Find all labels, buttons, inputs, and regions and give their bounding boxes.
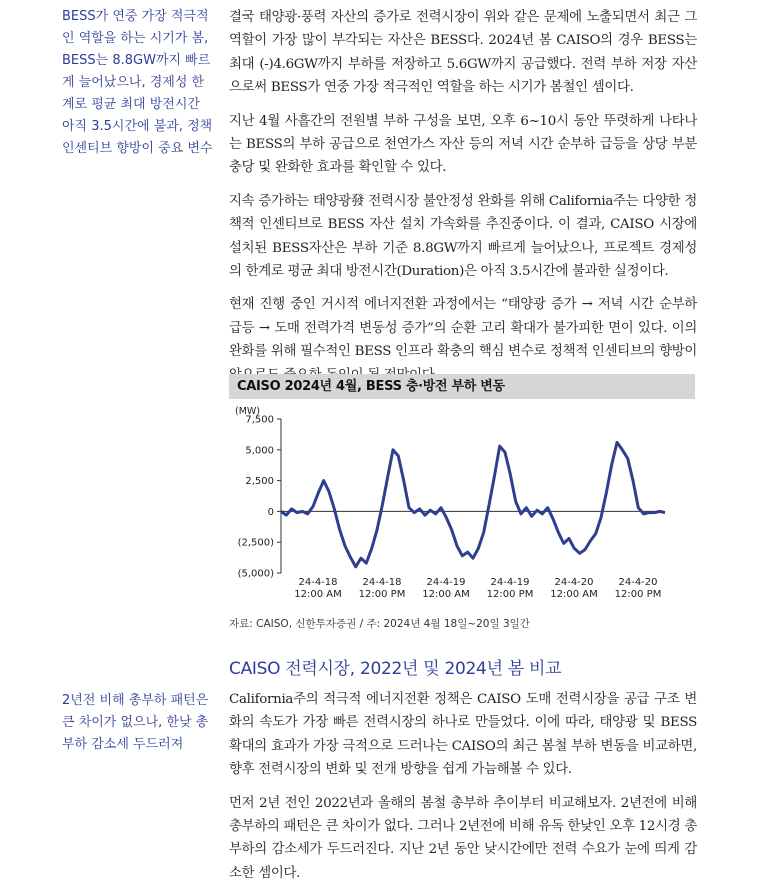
body-text-bottom <box>229 688 697 895</box>
paragraph: 현재 진행 중인 거시적 에너지전환 과정에서는 “태양광 증가 → 저녁 시간 순부하 급등 → 도매 전력가격 변동성 증가”의 순환 고리 확대가 불가피한 면이 있다. 이의 완화를 위해 필수적인 BESS 인프라 확충의 핵심 변수로 정책적 인센티브의 향방이 <box>229 297 697 360</box>
x-tick-label-date: 24-4-19 <box>490 577 530 588</box>
y-tick-label: 0 <box>267 506 274 518</box>
sidenote-load-pattern: 2년전 비해 총부하 패턴은 큰 차이가 없으나, 한낮 총부하 감소세 두드러져 <box>62 693 209 752</box>
x-tick-label-time: 12:00 AM <box>422 589 470 600</box>
x-tick-label-time: 12:00 PM <box>358 589 406 600</box>
x-tick-label-date: 24-4-20 <box>618 577 658 588</box>
y-tick-label: (5,000) <box>237 568 274 580</box>
x-tick-label-time: 12:00 PM <box>486 589 534 600</box>
chart-source: 자료: CAISO, 신한투자증권 / 주: 2024년 4월 18일~20일 3일간 <box>229 618 530 630</box>
bess-line-chart <box>229 399 695 609</box>
x-tick-label-date: 24-4-18 <box>362 577 402 588</box>
y-tick-label: 2,500 <box>245 476 274 488</box>
paragraph: California주의 적극적 에너지전환 정책은 CAISO 도매 전력시장을 공급 구조 변화의 속도가 가장 빠른 전력시장의 하나로 만들었다. 이에 따라, 태양광 및 BESS 확대의 효과가 가장 극적으로 드러나는 CAISO의 최근 봄철 부하 변동을 비교하면, 향후 전력시장의 변화 및 전개 방향을 쉽게 가늠해볼 수 있다. <box>229 692 697 778</box>
x-tick-label-date: 24-4-19 <box>426 577 466 588</box>
body-text-top <box>229 6 697 397</box>
section-title: CAISO 전력시장, 2022년 및 2024년 봄 비교 <box>229 659 562 679</box>
x-tick-label-time: 12:00 PM <box>614 589 662 600</box>
series-line-bess <box>281 442 665 566</box>
y-tick-label: 7,500 <box>245 414 274 426</box>
y-tick-label: 5,000 <box>245 445 274 457</box>
y-axis-label: (MW) <box>235 406 261 417</box>
paragraph: 결국 태양광·풍력 자산의 증가로 전력시장이 위와 같은 문제에 노출되면서 최근 그 역할이 가장 많이 부각되는 자산은 BESS다. 2024년 봄 CAISO의 경우 BESS는 최대 (-)4.6GW까지 부하를 저장하고 5.6GW까지 공급했다. 전력 부하 저장 자산으로써 BESS가 연중 가장 적극적인 역할을 하는 시기가 봄철인 셈이다. <box>229 10 697 96</box>
chart-title: CAISO 2024년 4월, BESS 충·방전 부하 변동 <box>229 374 695 399</box>
sidenote-bess-role: BESS가 연중 가장 적극적인 역할을 하는 시기가 봄, BESS는 8.8GW까지 빠르게 늘어났으나, 경제성 한계로 평균 최대 방전시간 아직 3.5시간에 불과, 정책 인센티브 향방이 중요 변수 <box>62 9 213 156</box>
x-tick-label-time: 12:00 AM <box>550 589 598 600</box>
paragraph: 먼저 2년 전인 2022년과 올해의 봄철 총부하 추이부터 비교해보자. 2년전에 비해 총부하의 패턴은 큰 차이가 없다. 그러나 2년전에 비해 유독 한낮인 오후 12시경 총부하의 감소세가 두드러진다. 지난 2년 동안 낮시간에만 전력 수요가 눈에 띄게 감소한 셈이다. <box>229 795 697 881</box>
y-tick-label: (2,500) <box>237 537 274 549</box>
paragraph: 지속 증가하는 태양광發 전력시장 불안정성 완화를 위해 California주는 다양한 정책적 인센티브로 BESS 자산 설치 가속화를 추진중이다. 이 결과, CAISO 시장에 설치된 BESS자산은 부하 기준 8.8GW까지 빠르게 늘어났으나, 프로젝트 경제성의 한계로 평균 최대 방전시간(Duration)은 아직 3.5시간에 불과한 실정이다. <box>229 193 697 280</box>
paragraph: 지난 4월 사흘간의 전원별 부하 구성을 보면, 오후 6~10시 동안 뚜렷하게 나타나는 BESS의 부하 공급으로 천연가스 자산 등의 저녁 시간 순부하 급등을 상당 부분 충당 및 완화한 효과를 확인할 수 있다. <box>229 113 697 176</box>
x-tick-label-date: 24-4-20 <box>554 577 594 588</box>
bess-chart-figure <box>229 374 695 631</box>
x-tick-label-date: 24-4-18 <box>298 577 338 588</box>
x-tick-label-time: 12:00 AM <box>294 589 342 600</box>
